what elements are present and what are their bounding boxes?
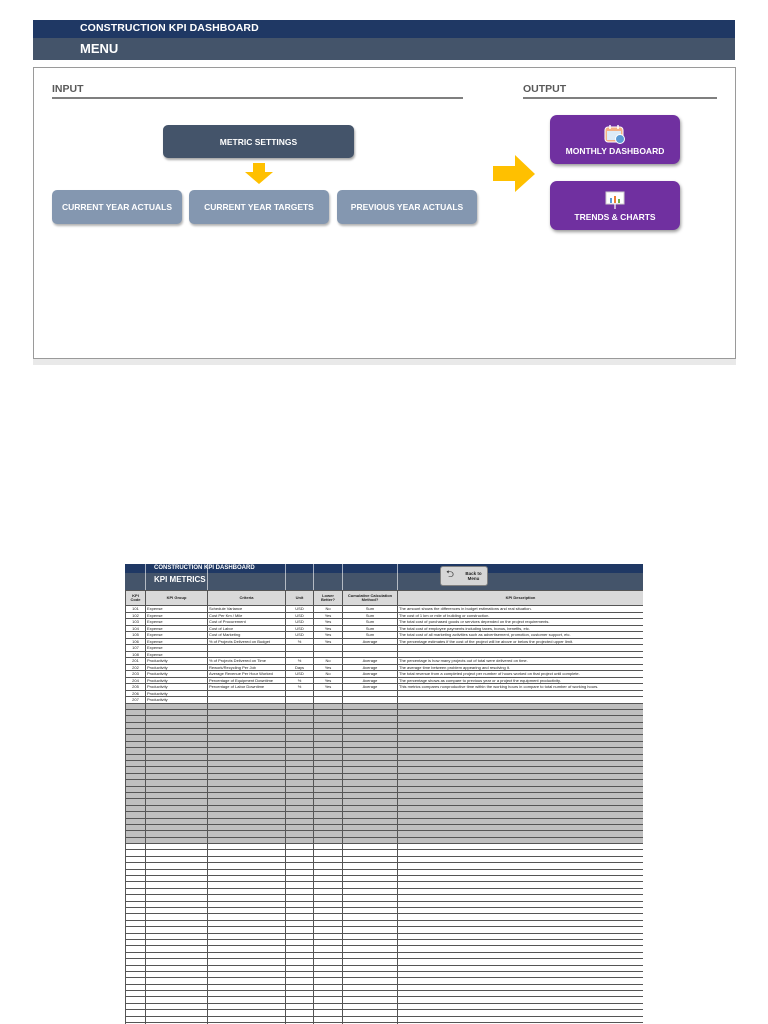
- table-cell[interactable]: 204: [126, 677, 146, 684]
- table-cell[interactable]: Days: [286, 664, 314, 671]
- menu-title: MENU: [80, 41, 119, 56]
- table-cell[interactable]: Yes: [314, 684, 343, 691]
- table-cell[interactable]: USD: [286, 671, 314, 678]
- table-cell[interactable]: Productivity: [146, 690, 208, 697]
- table-cell[interactable]: The total cost of all marketing activities such as advertisement, promotion, customer support, etc.: [398, 632, 644, 639]
- table-cell[interactable]: USD: [286, 625, 314, 632]
- kpi-table-body: [126, 606, 644, 1024]
- table-cell[interactable]: The percentage shows as compare to previous year or a project the equipment productivity.: [398, 677, 644, 684]
- trends-charts-button[interactable]: [550, 181, 680, 230]
- table-cell[interactable]: Yes: [314, 612, 343, 619]
- table-cell[interactable]: Expense: [146, 612, 208, 619]
- menu-bar: [33, 38, 735, 60]
- table-cell[interactable]: USD: [286, 619, 314, 626]
- table-cell[interactable]: 202: [126, 664, 146, 671]
- monthly-dashboard-label: MONTHLY DASHBOARD: [565, 145, 665, 156]
- table-cell[interactable]: Yes: [314, 619, 343, 626]
- current-year-actuals-button[interactable]: [52, 190, 182, 224]
- table-cell[interactable]: USD: [286, 632, 314, 639]
- table-cell[interactable]: Average: [343, 684, 398, 691]
- table-cell[interactable]: Expense: [146, 606, 208, 613]
- table-cell[interactable]: The amount shows the differences in budget estimations and real situation.: [398, 606, 644, 613]
- table-cell[interactable]: Expense: [146, 638, 208, 645]
- kpi-table: [125, 590, 643, 1024]
- table-cell[interactable]: The total revenue from a completed project per number of hours worked on that project until complete.: [398, 671, 644, 678]
- table-cell[interactable]: 203: [126, 671, 146, 678]
- back-to-menu-label: Back to Menu: [465, 571, 482, 581]
- table-cell[interactable]: 106: [126, 638, 146, 645]
- table-cell[interactable]: Yes: [314, 638, 343, 645]
- table-cell[interactable]: Cost of Procurement: [208, 619, 286, 626]
- back-to-menu-button[interactable]: [440, 566, 488, 586]
- table-cell[interactable]: Sum: [343, 625, 398, 632]
- table-cell[interactable]: Expense: [146, 625, 208, 632]
- table-cell[interactable]: The total cost of purchased goods or services depended on the project requirements.: [398, 619, 644, 626]
- table-cell[interactable]: %: [286, 658, 314, 665]
- current-year-targets-button[interactable]: [189, 190, 329, 224]
- output-divider: [523, 97, 717, 99]
- table-cell[interactable]: Yes: [314, 632, 343, 639]
- back-arrow-icon: ⮌: [446, 569, 455, 580]
- table-cell[interactable]: Sum: [343, 632, 398, 639]
- header-lower-better: Lower Better?: [314, 591, 343, 606]
- table-cell[interactable]: 103: [126, 619, 146, 626]
- table-cell[interactable]: The cost of 1 km or mile of building or construction.: [398, 612, 644, 619]
- sheet-subtitle: KPI METRICS: [154, 575, 206, 584]
- header-kpi-code: KPI Code: [126, 591, 146, 606]
- previous-year-actuals-button[interactable]: [337, 190, 477, 224]
- trends-charts-label: TRENDS & CHARTS: [574, 211, 656, 222]
- table-cell[interactable]: 108: [126, 651, 146, 658]
- table-cell[interactable]: Expense: [146, 645, 208, 652]
- table-cell[interactable]: No: [314, 671, 343, 678]
- output-section-title: OUTPUT: [523, 83, 567, 95]
- table-cell[interactable]: No: [314, 606, 343, 613]
- table-cell[interactable]: 101: [126, 606, 146, 613]
- table-cell[interactable]: Expense: [146, 651, 208, 658]
- sheet-title: CONSTRUCTION KPI DASHBOARD: [154, 565, 255, 571]
- table-cell[interactable]: 107: [126, 645, 146, 652]
- table-cell[interactable]: The total cost of employee payments including taxes, bonus, benefits, etc.: [398, 625, 644, 632]
- table-cell[interactable]: %: [286, 684, 314, 691]
- table-cell[interactable]: Productivity: [146, 677, 208, 684]
- table-cell[interactable]: Rework/Recycling Per Job: [208, 664, 286, 671]
- table-cell[interactable]: USD: [286, 606, 314, 613]
- table-cell[interactable]: Average: [343, 671, 398, 678]
- table-cell[interactable]: %: [286, 677, 314, 684]
- table-cell[interactable]: Productivity: [146, 658, 208, 665]
- table-cell[interactable]: Cost of Labor: [208, 625, 286, 632]
- table-cell[interactable]: 105: [126, 632, 146, 639]
- table-cell[interactable]: Schedule Variance: [208, 606, 286, 613]
- monthly-dashboard-button[interactable]: [550, 115, 680, 164]
- table-cell[interactable]: Productivity: [146, 664, 208, 671]
- calendar-icon: [604, 124, 626, 144]
- table-cell[interactable]: No: [314, 658, 343, 665]
- table-cell[interactable]: Percentage of Labor Downtime: [208, 684, 286, 691]
- input-section-title: INPUT: [52, 83, 84, 95]
- table-cell[interactable]: Yes: [314, 664, 343, 671]
- table-cell[interactable]: Sum: [343, 612, 398, 619]
- panel-shadow: [33, 359, 736, 365]
- table-cell[interactable]: 201: [126, 658, 146, 665]
- header-kpi-description: KPI Description: [398, 591, 644, 606]
- metric-settings-button[interactable]: [163, 125, 354, 158]
- table-cell[interactable]: Average: [343, 638, 398, 645]
- table-cell[interactable]: Sum: [343, 619, 398, 626]
- table-cell[interactable]: USD: [286, 612, 314, 619]
- table-cell[interactable]: %: [286, 638, 314, 645]
- arrow-down-icon: [244, 163, 274, 185]
- table-cell[interactable]: Productivity: [146, 697, 208, 704]
- table-cell[interactable]: Sum: [343, 606, 398, 613]
- table-cell[interactable]: Yes: [314, 625, 343, 632]
- dashboard-title: CONSTRUCTION KPI DASHBOARD: [80, 22, 259, 34]
- table-header-row: [126, 591, 644, 606]
- table-cell[interactable]: 102: [126, 612, 146, 619]
- table-cell[interactable]: 207: [126, 697, 146, 704]
- table-cell[interactable]: Cost of Marketing: [208, 632, 286, 639]
- arrow-right-icon: [493, 155, 536, 193]
- metric-settings-label: METRIC SETTINGS: [219, 136, 298, 147]
- presentation-chart-icon: [604, 190, 626, 210]
- table-cell[interactable]: % of Projects Delivered on Time: [208, 658, 286, 665]
- table-cell[interactable]: Expense: [146, 632, 208, 639]
- previous-year-actuals-label: PREVIOUS YEAR ACTUALS: [350, 202, 464, 212]
- header-criteria: Criteria: [208, 591, 286, 606]
- kpi-metrics-sheet: [125, 564, 643, 1024]
- table-cell[interactable]: Average: [343, 664, 398, 671]
- table-cell[interactable]: Productivity: [146, 684, 208, 691]
- input-divider: [52, 97, 463, 99]
- table-cell[interactable]: Average: [343, 677, 398, 684]
- table-cell[interactable]: The average time between problem appearing and resolving it.: [398, 664, 644, 671]
- table-cell[interactable]: Yes: [314, 677, 343, 684]
- dashboard-title-bar: [33, 20, 735, 38]
- current-year-targets-label: CURRENT YEAR TARGETS: [204, 202, 314, 212]
- table-cell[interactable]: The percentage is how many projects out of total were delivered on time.: [398, 658, 644, 665]
- table-cell[interactable]: This metrics compares nonproductive time within the working hours in compare to total number of working hours.: [398, 684, 644, 691]
- table-cell[interactable]: Cost Per Km / Mile: [208, 612, 286, 619]
- table-cell[interactable]: Average Revenue Per Hour Worked: [208, 671, 286, 678]
- table-cell[interactable]: Productivity: [146, 671, 208, 678]
- table-cell[interactable]: Percentage of Equipment Downtime: [208, 677, 286, 684]
- header-kpi-group: KPI Group: [146, 591, 208, 606]
- table-cell[interactable]: % of Projects Delivered on Budget: [208, 638, 286, 645]
- table-cell[interactable]: Average: [343, 658, 398, 665]
- table-cell[interactable]: The percentage estimates if the cost of the project will be above or below the projected upper limit.: [398, 638, 644, 645]
- table-cell[interactable]: 205: [126, 684, 146, 691]
- header-unit: Unit: [286, 591, 314, 606]
- current-year-actuals-label: CURRENT YEAR ACTUALS: [61, 202, 173, 212]
- header-cumulative-method: Cumulative Calculation Method?: [343, 591, 398, 606]
- table-cell[interactable]: Expense: [146, 619, 208, 626]
- table-cell[interactable]: 104: [126, 625, 146, 632]
- table-cell[interactable]: 206: [126, 690, 146, 697]
